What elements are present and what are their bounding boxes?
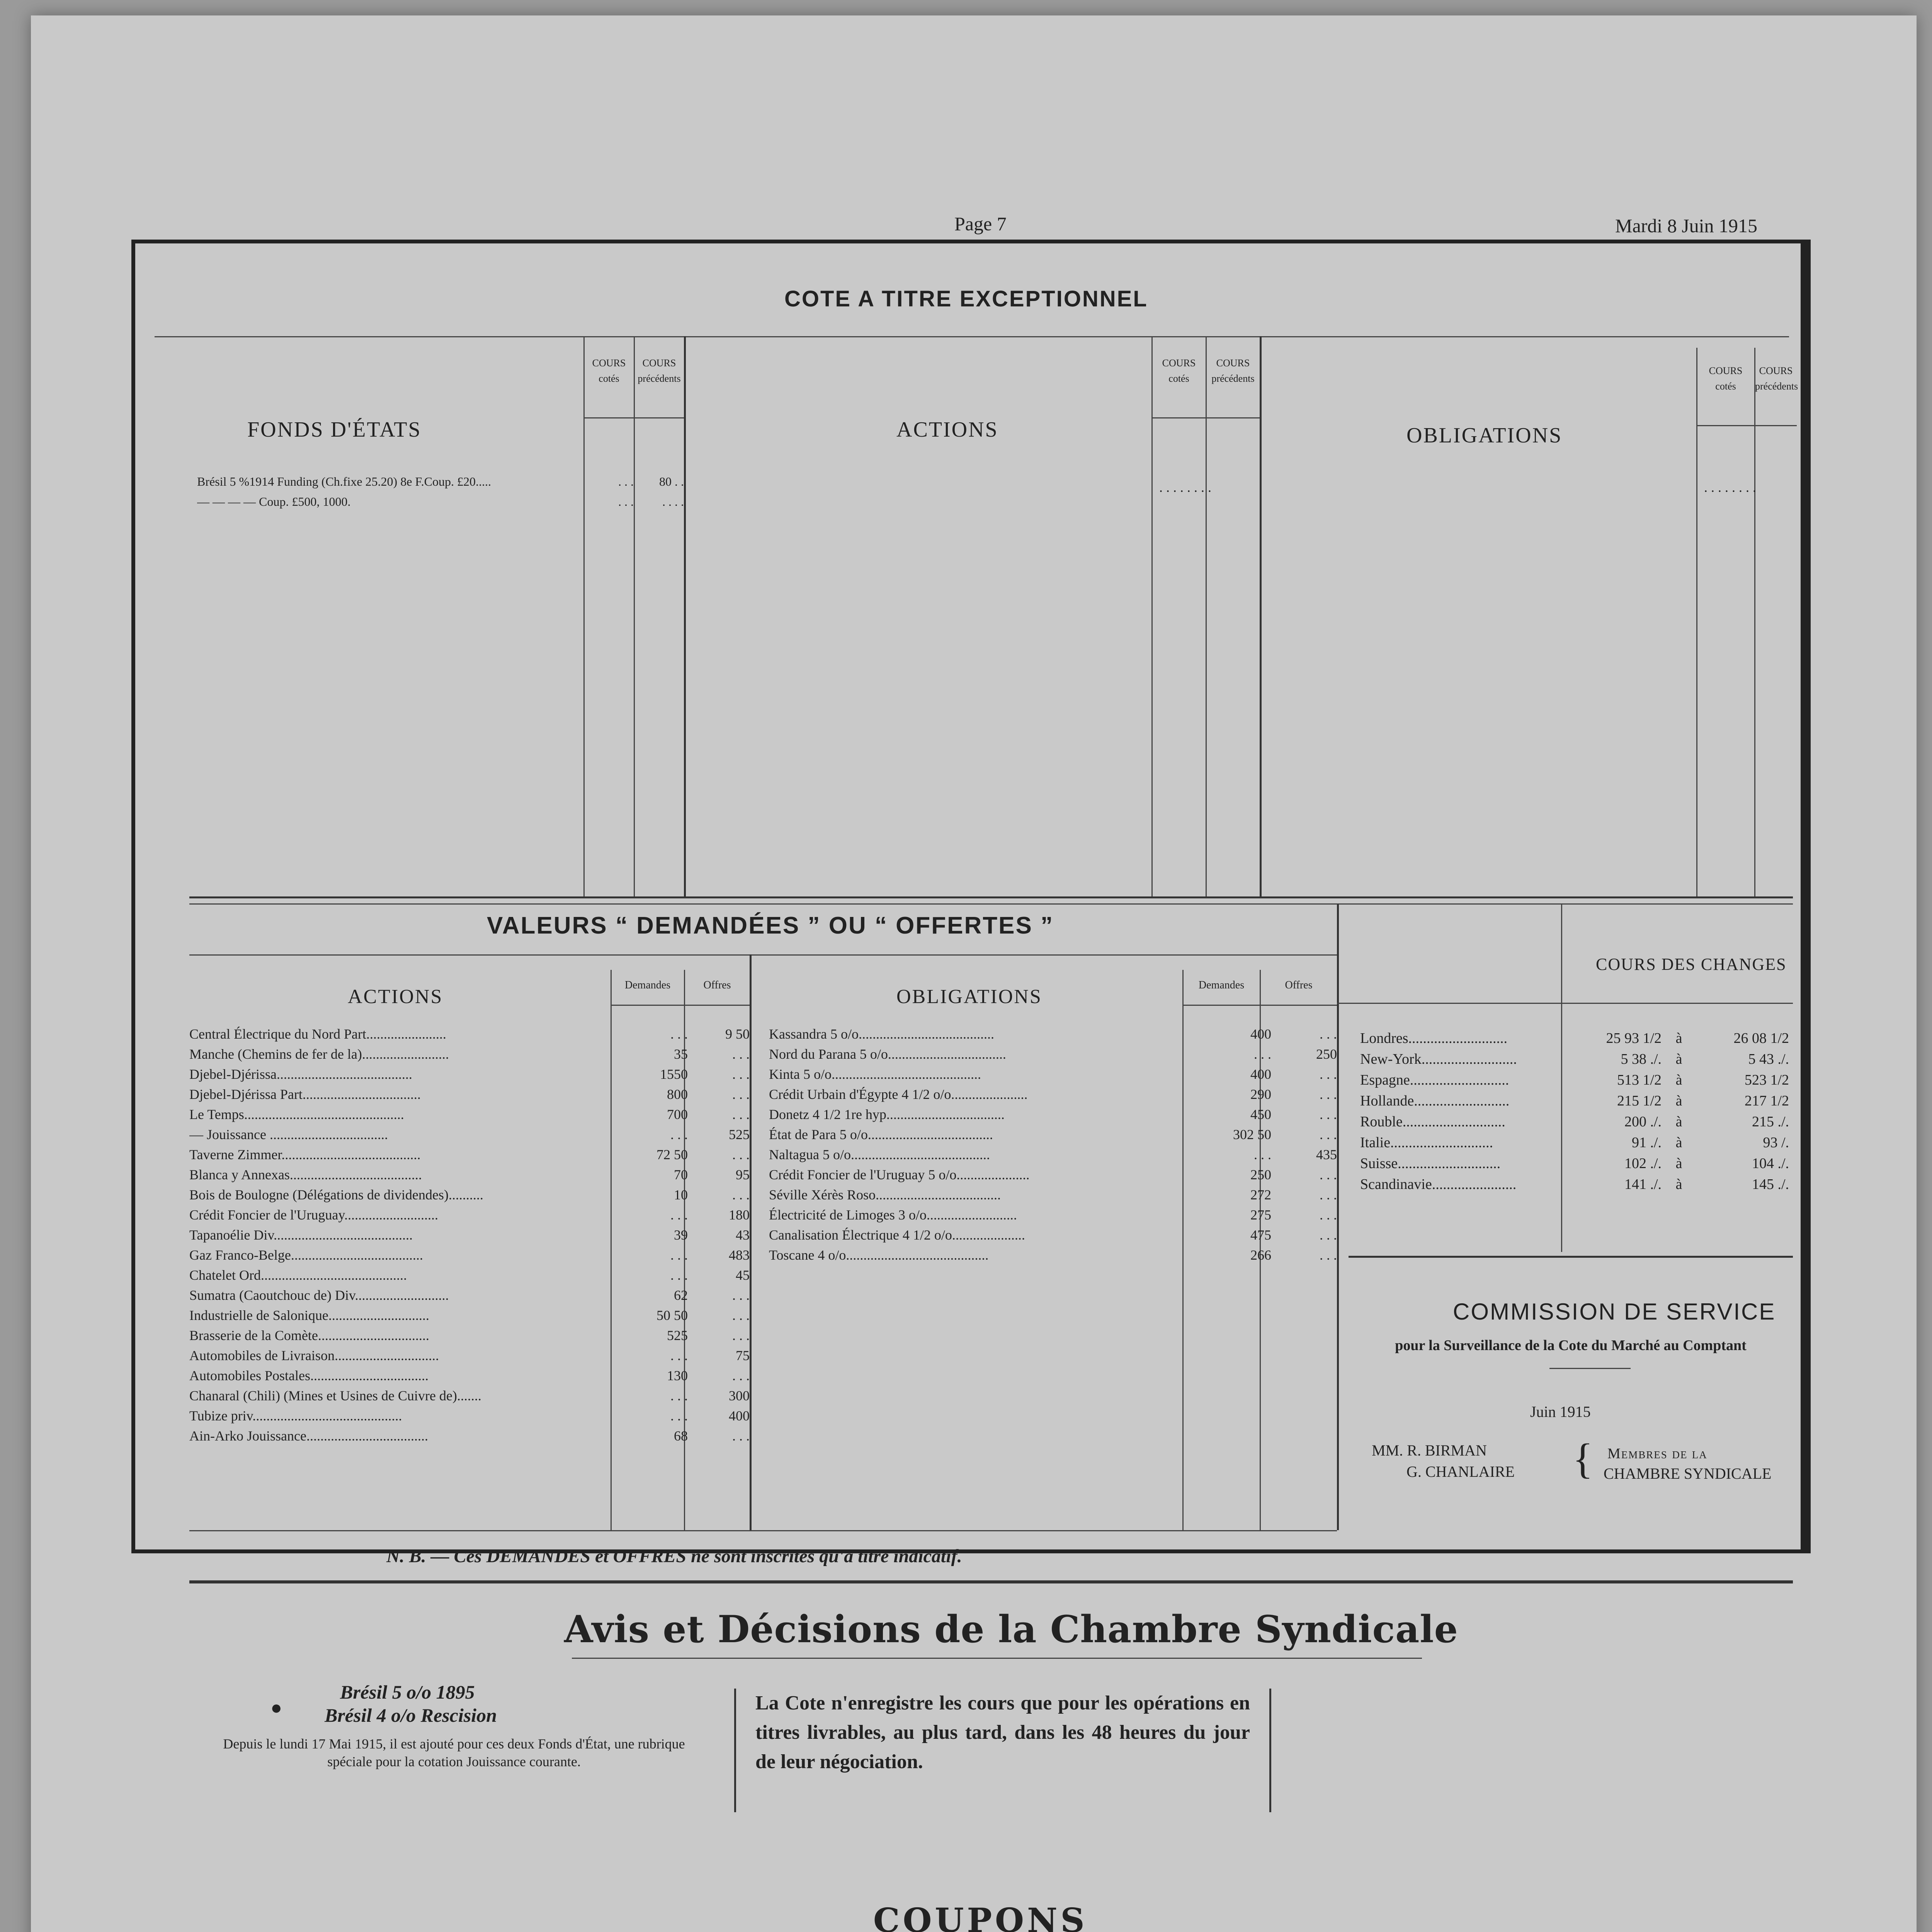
row-name: Automobiles Postales.................................. xyxy=(189,1368,429,1383)
col-offres: Offres xyxy=(1285,979,1313,991)
cours-label: COURS xyxy=(642,357,676,369)
fx-place: Italie............................ xyxy=(1360,1134,1493,1151)
table-row xyxy=(1360,1090,1789,1111)
row-offres: 75 xyxy=(736,1348,750,1363)
rule xyxy=(572,1658,1422,1659)
row-name: Tapanoélie Div........................................ xyxy=(189,1227,413,1243)
row-demandes: . . . xyxy=(670,1247,688,1263)
avis-title: Avis et Décisions de la Chambre Syndicale xyxy=(564,1607,1458,1651)
row-demandes: 50 50 xyxy=(656,1308,688,1323)
fx-place: New-York.......................... xyxy=(1360,1051,1517,1067)
rule xyxy=(1206,336,1207,896)
row-offres: . . . xyxy=(732,1308,750,1323)
bresil-2: Brésil 4 o/o Rescision xyxy=(325,1704,497,1726)
row-demandes: . . . xyxy=(670,1207,688,1223)
table-row xyxy=(1360,1174,1789,1195)
fonds-etats-label: FONDS D'ÉTATS xyxy=(247,418,422,442)
rule xyxy=(750,954,752,1530)
row-offres: . . . xyxy=(1320,1227,1337,1243)
table-row xyxy=(189,1366,750,1386)
row-name: Séville Xérès Roso.................................... xyxy=(769,1187,1001,1202)
row-name: Chatelet Ord.......................................... xyxy=(189,1267,407,1283)
fx-high: 5 43 ./. xyxy=(1748,1051,1789,1067)
bresil-text: Depuis le lundi 17 Mai 1915, il est ajouté pour ces deux Fonds d'État, une rubrique spéciale pour la cotation Jouissance courante. xyxy=(223,1736,685,1769)
page-date: Mardi 8 Juin 1915 xyxy=(1615,215,1758,236)
table-row xyxy=(189,1104,750,1124)
row-demandes: 450 xyxy=(1250,1107,1271,1122)
row-offres: . . . xyxy=(1320,1026,1337,1042)
table-row xyxy=(189,1406,750,1426)
row-demandes: 68 xyxy=(674,1428,688,1444)
row-offres: . . . xyxy=(1320,1107,1337,1122)
commission-subtitle: pour la Surveillance de la Cote du Marché au Comptant xyxy=(1395,1337,1747,1354)
fx-high: 104 ./. xyxy=(1752,1155,1789,1172)
row-name: Industrielle de Salonique............................. xyxy=(189,1308,429,1323)
rule xyxy=(583,417,684,418)
row-demandes: 800 xyxy=(667,1087,688,1102)
fx-sep: à xyxy=(1675,1114,1682,1130)
row-name: Bois de Boulogne (Délégations de dividendes).......... xyxy=(189,1187,483,1202)
table-row xyxy=(769,1225,1337,1245)
row-offres: . . . xyxy=(1320,1066,1337,1082)
rule xyxy=(583,336,585,896)
changes-table xyxy=(1360,1028,1789,1195)
table-row xyxy=(769,1044,1337,1064)
rule xyxy=(611,1005,750,1006)
row-name: Sumatra (Caoutchouc de) Div........................... xyxy=(189,1287,449,1303)
chambre-syndicale-label: CHAMBRE SYNDICALE xyxy=(1604,1465,1772,1482)
row-cotes: . . . xyxy=(618,474,634,488)
row-offres: . . . xyxy=(1320,1207,1337,1223)
table-row xyxy=(769,1084,1337,1104)
table-row xyxy=(197,492,684,512)
table-row xyxy=(189,1285,750,1305)
row-demandes: 302 50 xyxy=(1233,1127,1271,1142)
col-demandes: Demandes xyxy=(624,979,671,991)
row-prec: . . . . xyxy=(662,495,684,509)
row-name: Brésil 5 %1914 Funding (Ch.fixe 25.20) 8e F.Coup. £20..... xyxy=(197,474,491,488)
row-name: Crédit Foncier de l'Uruguay........................... xyxy=(189,1207,439,1223)
rule xyxy=(1337,904,1339,1530)
actions-label: ACTIONS xyxy=(896,418,998,442)
row-offres: 180 xyxy=(729,1207,750,1223)
row-prec: 80 . . xyxy=(659,474,684,488)
row-offres: 95 xyxy=(736,1167,750,1182)
row-name: Ain-Arko Jouissance................................... xyxy=(189,1428,428,1444)
row-offres: . . . xyxy=(732,1187,750,1202)
cote-notice-text: La Cote n'enregistre les cours que pour les opérations en titres livrables, au plus tard, dans les 48 heures du jour de leur négociation. xyxy=(755,1692,1250,1773)
row-demandes: 266 xyxy=(1250,1247,1271,1263)
row-name: Blanca y Annexas...................................... xyxy=(189,1167,422,1182)
row-offres: . . . xyxy=(732,1066,750,1082)
row-offres: . . . xyxy=(1320,1247,1337,1263)
row-demandes: . . . xyxy=(670,1127,688,1142)
row-offres: 483 xyxy=(729,1247,750,1263)
rule xyxy=(1549,1368,1631,1369)
row-offres: 250 xyxy=(1316,1046,1337,1062)
table-row xyxy=(1360,1070,1789,1090)
cours-label: COURS xyxy=(1709,365,1743,376)
fx-low: 141 ./. xyxy=(1624,1176,1662,1192)
cotes-label: cotés xyxy=(599,373,619,384)
rule xyxy=(1696,348,1697,896)
row-demandes: 700 xyxy=(667,1107,688,1122)
table-row xyxy=(1360,1049,1789,1070)
row-demandes: . . . xyxy=(670,1348,688,1363)
fx-low: 5 38 ./. xyxy=(1621,1051,1662,1067)
row-offres: 43 xyxy=(736,1227,750,1243)
fx-place: Hollande.......................... xyxy=(1360,1093,1510,1109)
table-row xyxy=(1360,1028,1789,1049)
newspaper-page xyxy=(31,15,1917,1932)
table-row xyxy=(189,1345,750,1366)
rule xyxy=(189,896,1793,898)
fx-high: 217 1/2 xyxy=(1744,1093,1789,1109)
rule xyxy=(1260,336,1262,896)
fx-sep: à xyxy=(1675,1093,1682,1109)
table-row xyxy=(189,1205,750,1225)
fx-sep: à xyxy=(1675,1051,1682,1067)
row-name: Djebel-Djérissa Part.................................. xyxy=(189,1087,421,1102)
table-row xyxy=(1360,1132,1789,1153)
rule xyxy=(155,336,1789,337)
row-demandes: 272 xyxy=(1250,1187,1271,1202)
precedents-label: précédents xyxy=(1211,373,1255,384)
rule xyxy=(1337,1003,1793,1004)
members-label: Membres de la xyxy=(1607,1446,1708,1462)
row-demandes: 39 xyxy=(674,1227,688,1243)
row-demandes: 250 xyxy=(1250,1167,1271,1182)
brace-icon: { xyxy=(1573,1435,1593,1482)
table-row xyxy=(769,1245,1337,1265)
row-name: Toscane 4 o/o......................................... xyxy=(769,1247,989,1263)
rule xyxy=(1151,417,1260,418)
fx-high: 523 1/2 xyxy=(1744,1072,1789,1088)
nb-note: N. B. — Ces DEMANDES et OFFRES ne sont inscrites qu'à titre indicatif. xyxy=(386,1546,962,1566)
obligations-label: OBLIGATIONS xyxy=(1406,423,1563,447)
cote-exceptionnel-title: COTE A TITRE EXCEPTIONNEL xyxy=(784,286,1148,311)
table-row xyxy=(769,1185,1337,1205)
table-row xyxy=(189,1225,750,1245)
row-offres: . . . xyxy=(732,1107,750,1122)
cours-label: COURS xyxy=(1162,357,1196,369)
table-row xyxy=(189,1386,750,1406)
bresil-1: Brésil 5 o/o 1895 xyxy=(340,1681,475,1703)
row-demandes: . . . xyxy=(1254,1147,1271,1162)
row-demandes: . . . xyxy=(670,1388,688,1403)
precedents-label: précédents xyxy=(638,373,681,384)
fx-sep: à xyxy=(1675,1134,1682,1151)
row-offres: . . . xyxy=(732,1428,750,1444)
commission-title: COMMISSION DE SERVICE xyxy=(1453,1299,1776,1325)
cote-notice-box xyxy=(734,1689,1271,1812)
cotes-label: cotés xyxy=(1168,373,1189,384)
rule xyxy=(189,954,1337,956)
table-row xyxy=(189,1265,750,1285)
row-name: Nord du Parana 5 o/o.................................. xyxy=(769,1046,1006,1062)
row-demandes: 525 xyxy=(667,1328,688,1343)
fx-high: 145 ./. xyxy=(1752,1176,1789,1192)
fx-low: 91 ./. xyxy=(1631,1134,1662,1151)
fx-sep: à xyxy=(1675,1176,1682,1192)
table-row xyxy=(189,1064,750,1084)
rule xyxy=(684,336,686,896)
table-row xyxy=(189,1044,750,1064)
table-row xyxy=(769,1205,1337,1225)
row-demandes: 70 xyxy=(674,1167,688,1182)
row-demandes: 1550 xyxy=(660,1066,688,1082)
row-offres: . . . xyxy=(732,1328,750,1343)
row-name: Djebel-Djérissa....................................... xyxy=(189,1066,412,1082)
row-demandes: 400 xyxy=(1250,1066,1271,1082)
col-offres: Offres xyxy=(703,979,731,991)
valeurs-actions-label: ACTIONS xyxy=(348,986,443,1008)
row-offres: . . . xyxy=(1320,1127,1337,1142)
row-demandes: 400 xyxy=(1250,1026,1271,1042)
row-offres: . . . xyxy=(732,1046,750,1062)
rule xyxy=(1696,425,1797,426)
fonds-etats-table xyxy=(197,471,684,512)
row-demandes: 275 xyxy=(1250,1207,1271,1223)
row-name: État de Para 5 o/o.................................... xyxy=(769,1127,993,1142)
row-name: Kassandra 5 o/o....................................... xyxy=(769,1026,994,1042)
table-row xyxy=(189,1305,750,1325)
row-name: Électricité de Limoges 3 o/o.......................... xyxy=(769,1207,1017,1223)
row-offres: . . . xyxy=(732,1368,750,1383)
table-row xyxy=(769,1165,1337,1185)
row-demandes: 10 xyxy=(674,1187,688,1202)
row-demandes: 290 xyxy=(1250,1087,1271,1102)
fx-high: 26 08 1/2 xyxy=(1733,1030,1789,1046)
row-name: — — — — Coup. £500, 1000. xyxy=(197,495,351,509)
row-offres: 435 xyxy=(1316,1147,1337,1162)
col-demandes: Demandes xyxy=(1198,979,1245,991)
fx-sep: à xyxy=(1675,1030,1682,1046)
row-name: Naltagua 5 o/o........................................ xyxy=(769,1147,990,1162)
col-precedents-header xyxy=(1206,355,1260,386)
fx-low: 200 ./. xyxy=(1624,1114,1662,1130)
table-row xyxy=(189,1124,750,1145)
table-row xyxy=(769,1064,1337,1084)
fx-place: Londres........................... xyxy=(1360,1030,1508,1046)
rule xyxy=(1349,1256,1793,1258)
commission-name-2: G. CHANLAIRE xyxy=(1406,1463,1515,1480)
fx-low: 215 1/2 xyxy=(1617,1093,1662,1109)
table-row xyxy=(189,1185,750,1205)
cours-label: COURS xyxy=(1759,365,1793,376)
rule xyxy=(189,903,1793,905)
table-row xyxy=(189,1084,750,1104)
fx-low: 102 ./. xyxy=(1624,1155,1662,1172)
valeurs-obligations-table xyxy=(769,1024,1337,1265)
page-number: Page 7 xyxy=(954,213,1007,235)
cours-label: COURS xyxy=(1216,357,1250,369)
row-cotes: . . . xyxy=(618,495,634,509)
row-demandes: 475 xyxy=(1250,1227,1271,1243)
row-offres: . . . xyxy=(1320,1087,1337,1102)
fx-high: 215 ./. xyxy=(1752,1114,1789,1130)
row-name: Gaz Franco-Belge...................................... xyxy=(189,1247,423,1263)
table-row xyxy=(1360,1111,1789,1132)
cours-label: COURS xyxy=(592,357,626,369)
actions-dots: . . . . . . . . xyxy=(1159,480,1211,495)
table-row xyxy=(189,1024,750,1044)
row-offres: . . . xyxy=(1320,1187,1337,1202)
rule xyxy=(189,1580,1793,1583)
table-row xyxy=(769,1104,1337,1124)
fx-sep: à xyxy=(1675,1072,1682,1088)
coupons-title: COUPONS xyxy=(873,1901,1088,1932)
row-name: Tubize priv........................................... xyxy=(189,1408,402,1423)
row-name: Donetz 4 1/2 1re hyp.................................. xyxy=(769,1107,1005,1122)
rule xyxy=(634,336,635,896)
row-demandes: . . . xyxy=(1254,1046,1271,1062)
row-demandes: . . . xyxy=(670,1267,688,1283)
row-offres: 400 xyxy=(729,1408,750,1423)
table-row xyxy=(189,1145,750,1165)
table-row xyxy=(189,1165,750,1185)
valeurs-obligations-label: OBLIGATIONS xyxy=(896,986,1042,1008)
fx-place: Scandinavie....................... xyxy=(1360,1176,1517,1192)
row-name: — Jouissance .................................. xyxy=(189,1127,388,1142)
col-cours-header xyxy=(584,355,634,386)
row-offres: 45 xyxy=(736,1267,750,1283)
table-row xyxy=(197,471,684,492)
commission-month: Juin 1915 xyxy=(1530,1403,1591,1420)
row-offres: . . . xyxy=(1320,1167,1337,1182)
fx-place: Espagne........................... xyxy=(1360,1072,1509,1088)
fx-high: 93 /. xyxy=(1763,1134,1789,1151)
row-demandes: 130 xyxy=(667,1368,688,1383)
changes-title: COURS DES CHANGES xyxy=(1596,955,1787,974)
row-name: Crédit Foncier de l'Uruguay 5 o/o..................... xyxy=(769,1167,1030,1182)
col-cours-header xyxy=(1697,363,1754,394)
rule xyxy=(1151,336,1153,896)
col-precedents-header xyxy=(1755,363,1797,394)
commission-name-1: MM. R. BIRMAN xyxy=(1372,1442,1487,1459)
table-row xyxy=(769,1145,1337,1165)
row-offres: . . . xyxy=(732,1287,750,1303)
table-row xyxy=(189,1245,750,1265)
row-offres: 300 xyxy=(729,1388,750,1403)
valeurs-actions-table xyxy=(189,1024,750,1446)
obligations-dots: . . . . . . . . xyxy=(1704,480,1756,495)
rule xyxy=(189,1530,1337,1531)
row-name: Manche (Chemins de fer de la)......................... xyxy=(189,1046,449,1062)
row-name: Canalisation Électrique 4 1/2 o/o..................... xyxy=(769,1227,1025,1243)
row-offres: 9 50 xyxy=(725,1026,750,1042)
table-row xyxy=(1360,1153,1789,1174)
table-row xyxy=(189,1426,750,1446)
col-precedents-header xyxy=(634,355,684,386)
row-offres: . . . xyxy=(732,1087,750,1102)
row-name: Kinta 5 o/o........................................... xyxy=(769,1066,981,1082)
row-name: Chanaral (Chili) (Mines et Usines de Cuivre de)....... xyxy=(189,1388,481,1403)
row-name: Le Temps.............................................. xyxy=(189,1107,404,1122)
row-demandes: 35 xyxy=(674,1046,688,1062)
table-row xyxy=(189,1325,750,1345)
row-demandes: 72 50 xyxy=(656,1147,688,1162)
cotes-label: cotés xyxy=(1715,381,1736,392)
rule xyxy=(1182,1005,1337,1006)
fx-low: 513 1/2 xyxy=(1617,1072,1662,1088)
row-name: Crédit Urbain d'Égypte 4 1/2 o/o...................... xyxy=(769,1087,1028,1102)
row-name: Automobiles de Livraison.............................. xyxy=(189,1348,439,1363)
rule xyxy=(1754,348,1755,896)
row-name: Taverne Zimmer........................................ xyxy=(189,1147,421,1162)
row-offres: . . . xyxy=(732,1147,750,1162)
valeurs-title: VALEURS “ DEMANDÉES ” OU “ OFFERTES ” xyxy=(487,912,1054,939)
fx-place: Suisse............................ xyxy=(1360,1155,1501,1172)
row-name: Central Électrique du Nord Part....................... xyxy=(189,1026,446,1042)
precedents-label: précédents xyxy=(1755,381,1798,392)
fx-sep: à xyxy=(1675,1155,1682,1172)
bullet-icon: ● xyxy=(270,1697,282,1718)
row-demandes: . . . xyxy=(670,1408,688,1423)
fx-low: 25 93 1/2 xyxy=(1606,1030,1662,1046)
fx-place: Rouble............................ xyxy=(1360,1114,1505,1130)
row-demandes: 62 xyxy=(674,1287,688,1303)
row-offres: 525 xyxy=(729,1127,750,1142)
table-row xyxy=(769,1024,1337,1044)
row-name: Brasserie de la Comète................................ xyxy=(189,1328,429,1343)
col-cours-header xyxy=(1152,355,1206,386)
row-demandes: . . . xyxy=(670,1026,688,1042)
table-row xyxy=(769,1124,1337,1145)
